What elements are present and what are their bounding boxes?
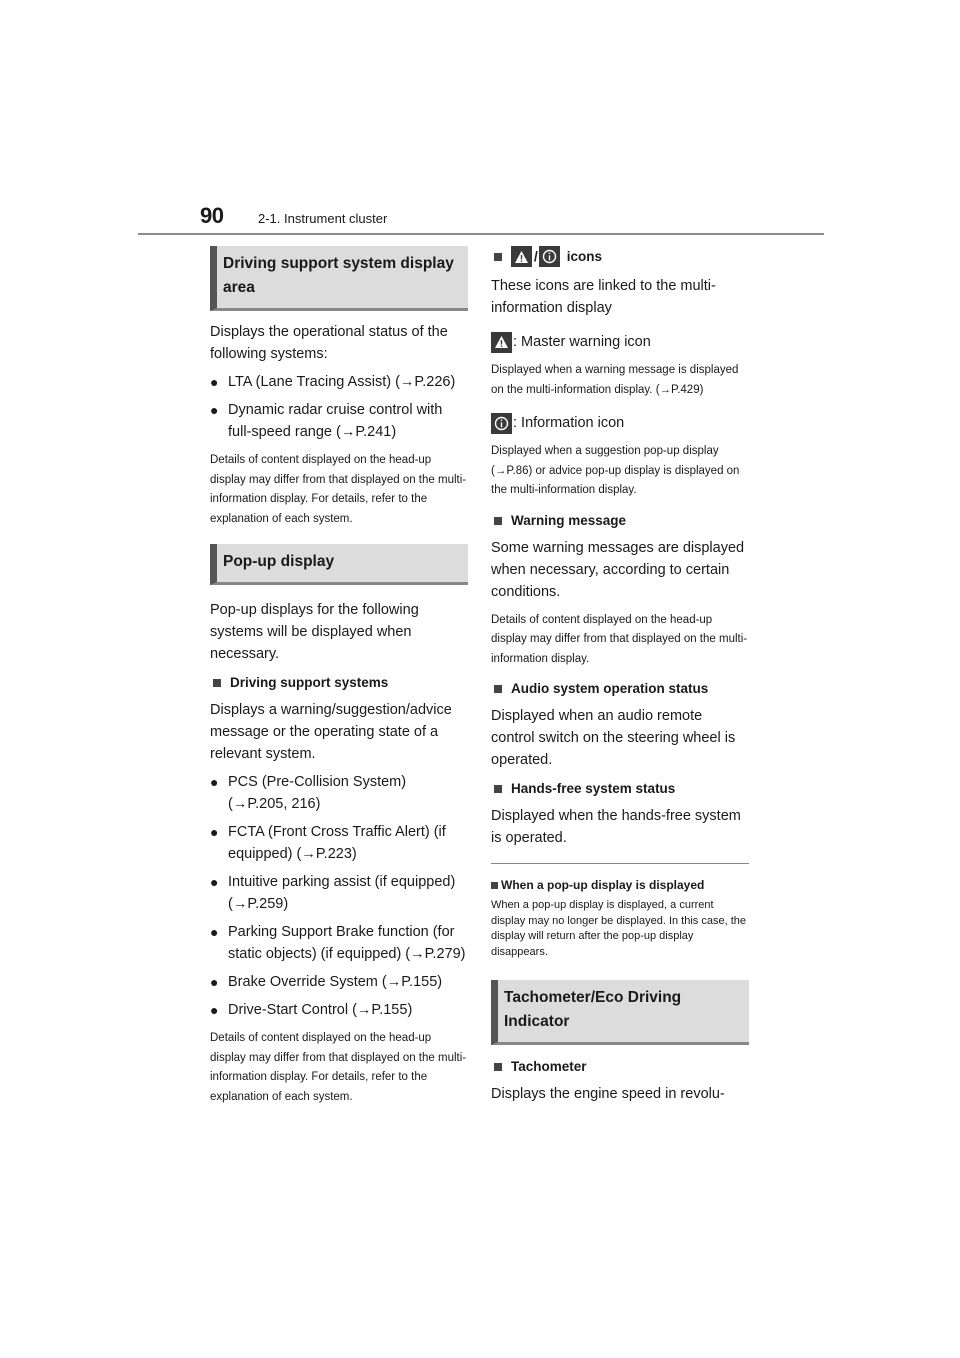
note-text: Displayed when a suggestion pop-up display (→P.86) or advice pop-up display is displayed on the multi-information display. [491, 445, 740, 496]
bullet-icon: ● [210, 402, 219, 418]
warning-message-text: Some warning messages are displayed when necessary, according to certain conditions. [491, 539, 745, 600]
subheading-warning-message: Warning message [491, 511, 749, 531]
list-item: ● FCTA (Front Cross Traffic Alert) (if equipped) (→P.223) [210, 821, 468, 865]
section-title: 2-1. Instrument cluster [258, 211, 388, 226]
information-icon [539, 246, 560, 267]
information-icon [491, 413, 512, 434]
square-icon [494, 685, 502, 693]
master-warning-label: : Master warning icon [491, 331, 749, 353]
list-item: ● Parking Support Brake function (for static objects) (if equipped) (→P.279) [210, 921, 468, 965]
square-icon [494, 253, 502, 261]
bullet-icon: ● [210, 774, 219, 790]
list-item: ● Drive-Start Control (→P.155) [210, 999, 468, 1021]
master-warning-icon [491, 332, 512, 353]
list-item: ● LTA (Lane Tracing Assist) (→P.226) [210, 371, 468, 393]
audio-status-text: Displayed when an audio remote control switch on the steering wheel is operated. [491, 708, 736, 768]
square-icon [494, 517, 502, 525]
note-text: When a pop-up display is displayed, a current display may no longer be displayed. In this case, the display will return after the pop-up display disappears. [491, 899, 746, 958]
subheading-driving-support-systems: Driving support systems [210, 673, 468, 693]
note-text: Displayed when a warning message is displayed on the multi-information display. (→P.429) [491, 364, 739, 396]
master-warning-icon [511, 246, 532, 267]
header-rule [138, 233, 824, 235]
bullet-icon: ● [210, 824, 219, 840]
square-icon [213, 679, 221, 687]
icons-text: These icons are linked to the multi-information display [491, 278, 716, 316]
intro-text: Displays the operational status of the following systems: [210, 324, 448, 362]
note-text: Details of content displayed on the head-up display may differ from that displayed on the multi-information display. [491, 613, 748, 665]
bullet-icon: ● [210, 874, 219, 890]
list-item: ● PCS (Pre-Collision System) (→P.205, 216) [210, 771, 468, 815]
note-text: Details of content displayed on the head-up display may differ from that displayed on the multi-information display. For details, refer to the explanation of each system. [210, 454, 467, 525]
bullet-icon: ● [210, 924, 219, 940]
square-icon [494, 785, 502, 793]
bullet-icon: ● [210, 1002, 219, 1018]
heading-driving-support: Driving support system display area [210, 246, 468, 311]
driving-support-text: Displays a warning/suggestion/advice message or the operating state of a relevant system. [210, 702, 452, 762]
square-icon [494, 1063, 502, 1071]
bullet-icon: ● [210, 974, 219, 990]
subheading-audio-status: Audio system operation status [491, 679, 749, 699]
left-column [210, 246, 468, 1107]
subheading-hands-free-status: Hands-free system status [491, 779, 749, 799]
subheading-icons: / icons [491, 246, 749, 267]
note-title: When a pop-up display is displayed [491, 876, 749, 894]
information-label: : Information icon [491, 412, 749, 434]
tachometer-text: Displays the engine speed in revolu- [491, 1086, 725, 1102]
heading-tachometer: Tachometer/Eco Driving Indicator [491, 980, 749, 1045]
bullet-icon: ● [210, 374, 219, 390]
note-text: Details of content displayed on the head-up display may differ from that displayed on the multi-information display. For details, refer to the explanation of each system. [210, 1032, 467, 1103]
list-item: ● Brake Override System (→P.155) [210, 971, 468, 993]
page-number: 90 [200, 203, 224, 228]
list-item: ● Intuitive parking assist (if equipped) (→P.259) [210, 871, 468, 915]
hands-free-text: Displayed when the hands-free system is operated. [491, 808, 741, 846]
right-column [491, 246, 749, 1105]
popup-intro-text: Pop-up displays for the following systems will be displayed when necessary. [210, 602, 419, 662]
heading-popup-display: Pop-up display [210, 544, 468, 585]
square-icon [491, 882, 498, 889]
list-item: ● Dynamic radar cruise control with full-speed range (→P.241) [210, 399, 468, 443]
subheading-tachometer: Tachometer [491, 1057, 749, 1077]
